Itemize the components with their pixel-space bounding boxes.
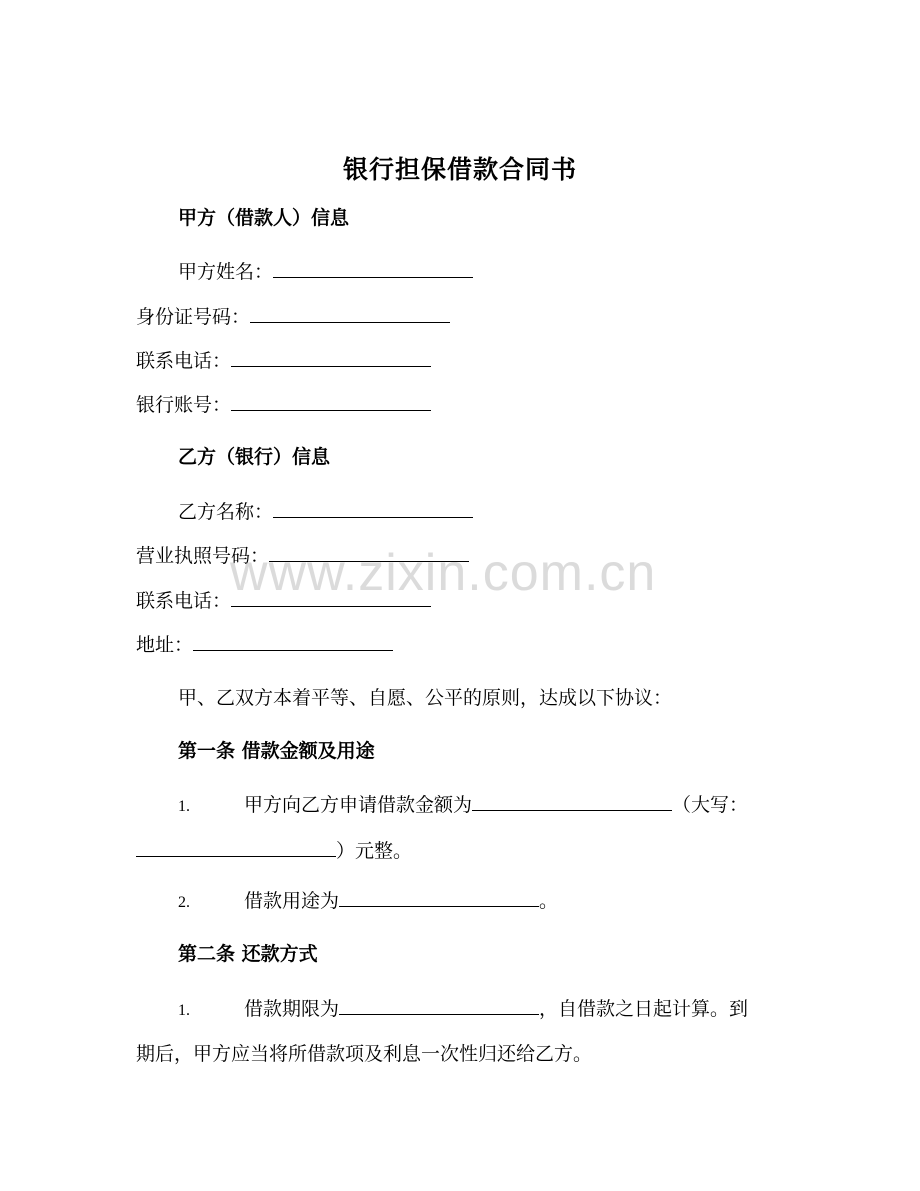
party-a-id-blank[interactable] xyxy=(250,302,450,323)
party-b-address-row xyxy=(136,630,393,659)
item-number: 2. xyxy=(178,894,190,911)
item-text: ，自借款之日起计算。到 xyxy=(539,998,749,1020)
article-2-item-1 xyxy=(178,994,748,1025)
party-b-name-label: 乙方名称： xyxy=(178,501,274,523)
loan-purpose-blank[interactable] xyxy=(339,886,539,907)
party-b-name-row xyxy=(178,497,473,526)
party-a-id-label: 身份证号码： xyxy=(136,306,251,328)
article-1-item-1 xyxy=(178,790,748,821)
item-text: 。 xyxy=(539,890,559,912)
article-1-item-2 xyxy=(178,886,558,917)
party-a-phone-label: 联系电话： xyxy=(136,350,232,372)
party-a-name-row xyxy=(178,257,473,286)
party-b-phone-label: 联系电话： xyxy=(136,590,232,612)
party-b-address-blank[interactable] xyxy=(193,630,393,651)
party-a-heading: 甲方（借款人）信息 xyxy=(178,207,350,229)
item-number: 1. xyxy=(178,1002,190,1019)
party-a-account-row xyxy=(136,390,431,419)
party-a-account-blank[interactable] xyxy=(231,390,431,411)
party-a-name-blank[interactable] xyxy=(273,257,473,278)
party-a-account-label: 银行账号： xyxy=(136,394,232,416)
party-a-id-row xyxy=(136,302,450,331)
article-1-heading: 第一条 借款金额及用途 xyxy=(178,740,375,762)
article-1-item-1-cont xyxy=(136,836,412,865)
article-2-heading: 第二条 还款方式 xyxy=(178,943,318,965)
party-a-name-label: 甲方姓名： xyxy=(178,261,274,283)
party-b-address-label: 地址： xyxy=(136,634,194,656)
item-text: 借款期限为 xyxy=(244,998,340,1020)
document-title: 银行担保借款合同书 xyxy=(342,155,577,184)
watermark: www.zixin.com.cn xyxy=(230,544,657,602)
item-text: 借款用途为 xyxy=(244,890,340,912)
loan-term-blank[interactable] xyxy=(339,994,539,1015)
loan-amount-words-blank[interactable] xyxy=(136,836,336,857)
party-b-name-blank[interactable] xyxy=(273,497,473,518)
item-text: （大写： xyxy=(672,794,749,816)
party-a-phone-row xyxy=(136,346,431,375)
item-text: 甲方向乙方申请借款金额为 xyxy=(244,794,473,816)
item-text: ）元整。 xyxy=(336,840,413,862)
party-b-heading: 乙方（银行）信息 xyxy=(178,446,331,468)
loan-amount-blank[interactable] xyxy=(472,790,672,811)
article-2-item-1-cont: 期后，甲方应当将所借款项及利息一次性归还给乙方。 xyxy=(136,1043,593,1065)
intro-paragraph: 甲、乙双方本着平等、自愿、公平的原则，达成以下协议： xyxy=(178,687,673,709)
item-number: 1. xyxy=(178,798,190,815)
party-b-license-label: 营业执照号码： xyxy=(136,545,270,567)
party-a-phone-blank[interactable] xyxy=(231,346,431,367)
